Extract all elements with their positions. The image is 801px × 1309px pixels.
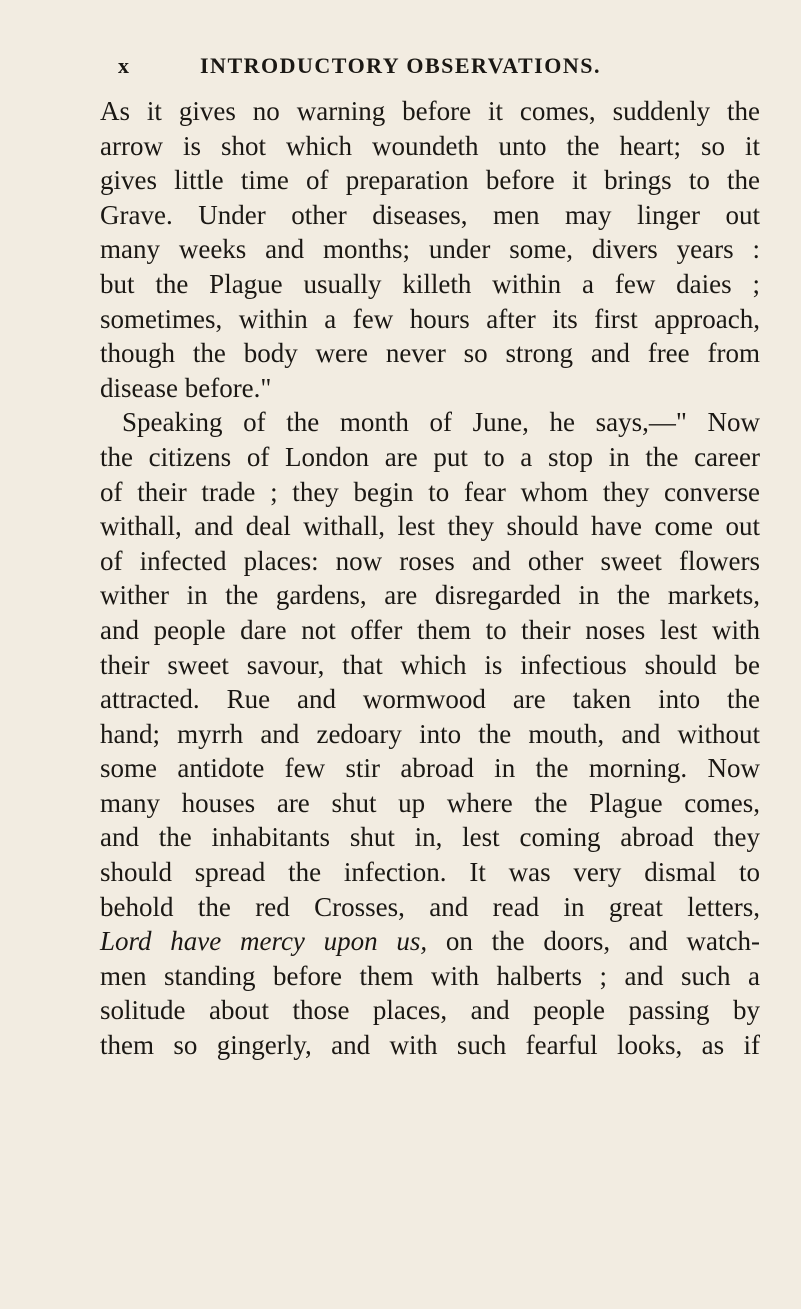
text-line: of their trade ; they begin to fear whom they converse bbox=[100, 476, 760, 507]
text-line: As it gives no warning before it comes, suddenly the bbox=[100, 96, 760, 126]
paragraph-start-line: Speaking of the month of June, he says,—" Now bbox=[122, 407, 760, 438]
text-line: behold the red Crosses, and read in great letters, bbox=[100, 891, 760, 922]
text-line: though the body were never so strong and free from bbox=[100, 338, 760, 369]
text-line: many houses are shut up where the Plague comes, bbox=[100, 787, 760, 818]
text-line: many weeks and months; under some, divers years : bbox=[100, 234, 760, 265]
text-line: sometimes, within a few hours after its first approach, bbox=[100, 303, 760, 334]
text-line: Grave. Under other diseases, men may linger out bbox=[100, 199, 760, 230]
text-line: men standing before them with halberts ; and such a bbox=[100, 960, 760, 991]
text-line: withall, and deal withall, lest they should have come out bbox=[100, 511, 760, 542]
italic-phrase: Lord have mercy upon us, bbox=[100, 926, 428, 957]
text-line: but the Plague usually killeth within a few daies ; bbox=[100, 268, 760, 299]
text-line: arrow is shot which woundeth unto the heart; so it bbox=[100, 130, 760, 161]
page-header bbox=[118, 51, 638, 81]
running-head: INTRODUCTORY OBSERVATIONS. bbox=[200, 53, 601, 78]
text-line: some antidote few stir abroad in the morning. Now bbox=[100, 753, 760, 784]
text-line: gives little time of preparation before it brings to the bbox=[100, 165, 760, 196]
text-line: should spread the infection. It was very dismal to bbox=[100, 857, 760, 888]
text-line-rest: on the doors, and watch- bbox=[445, 926, 760, 957]
text-line: their sweet savour, that which is infectious should be bbox=[100, 649, 760, 680]
page-number: x bbox=[118, 53, 130, 78]
text-line: disease before." bbox=[100, 372, 272, 403]
text-line-with-italic bbox=[100, 924, 760, 959]
text-line: and people dare not offer them to their noses lest with bbox=[100, 614, 760, 645]
text-line: them so gingerly, and with such fearful looks, as if bbox=[100, 1030, 760, 1061]
text-line: solitude about those places, and people passing by bbox=[100, 995, 760, 1026]
body-text bbox=[100, 94, 760, 1063]
text-line: the citizens of London are put to a stop in the career bbox=[100, 441, 760, 472]
text-line: attracted. Rue and wormwood are taken into the bbox=[100, 684, 760, 715]
text-line: hand; myrrh and zedoary into the mouth, and without bbox=[100, 718, 760, 749]
text-line: wither in the gardens, are disregarded in the markets, bbox=[100, 580, 760, 611]
text-line: of infected places: now roses and other sweet flowers bbox=[100, 545, 760, 576]
text-line: and the inhabitants shut in, lest coming abroad they bbox=[100, 822, 760, 853]
